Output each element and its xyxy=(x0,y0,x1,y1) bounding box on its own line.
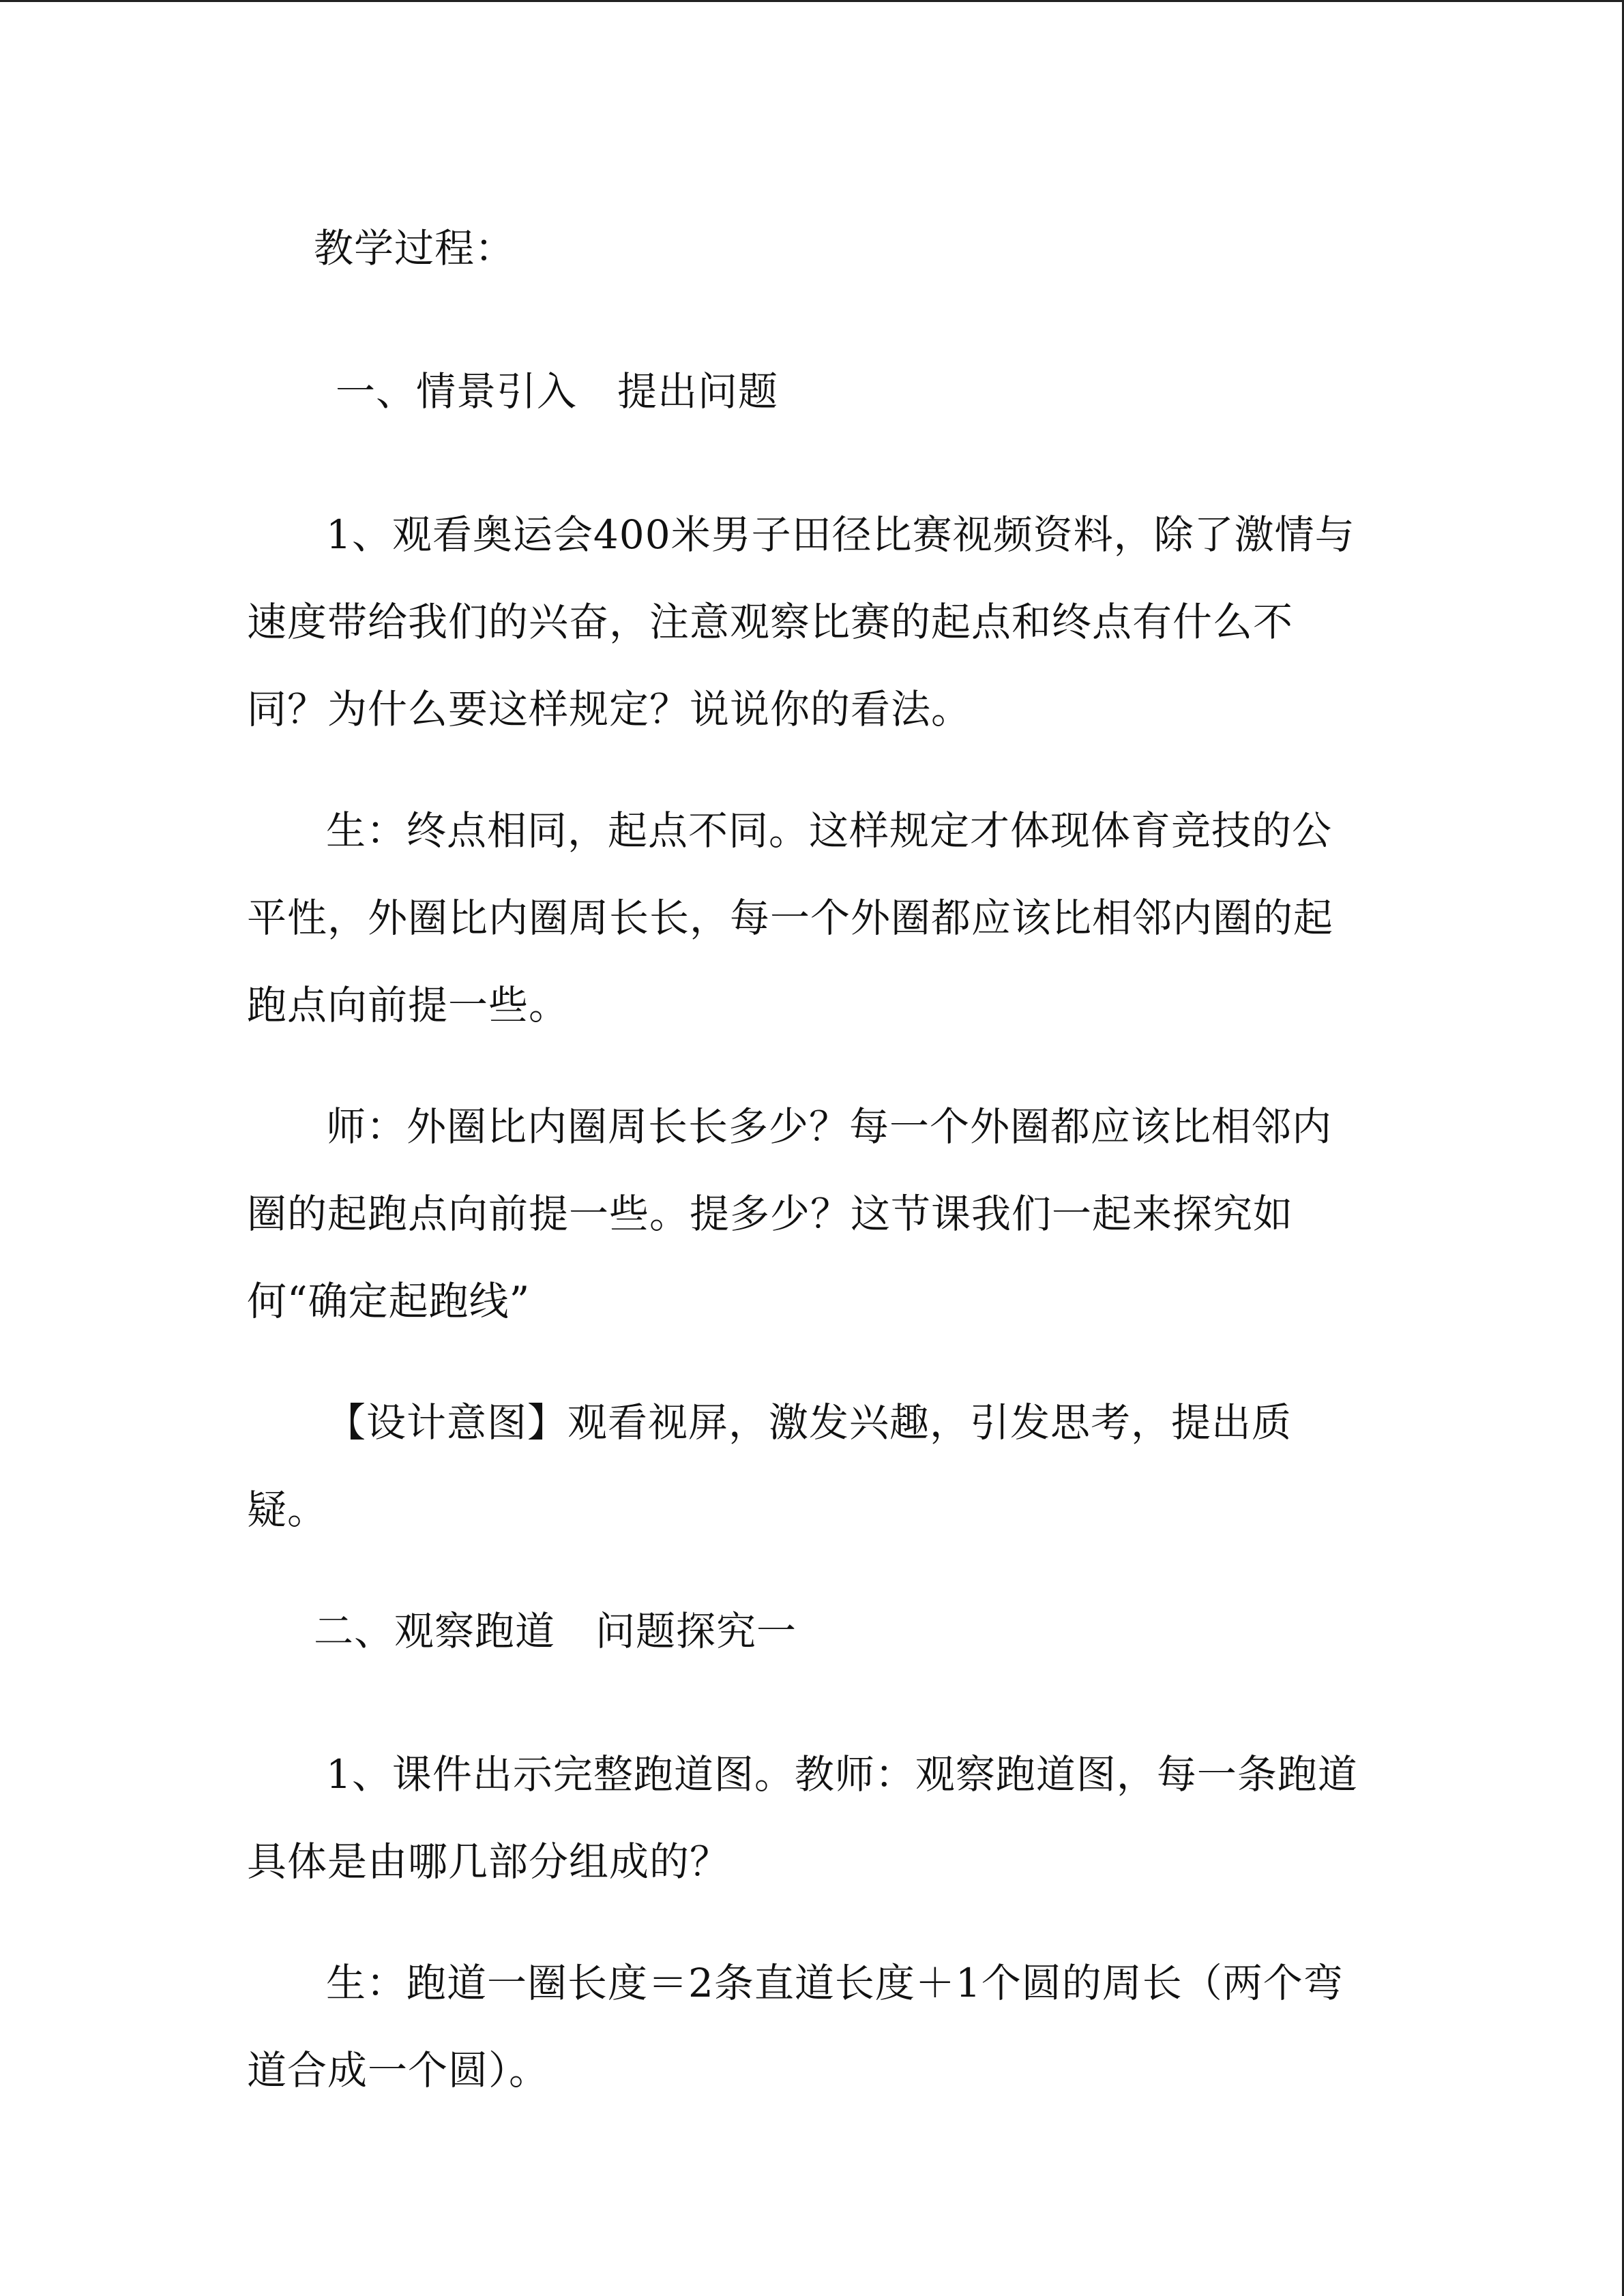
document-title: 教学过程： xyxy=(314,225,516,271)
section-heading-2: 二、观察跑道 问题探究一 xyxy=(314,1608,797,1654)
paragraph-5: 1、课件出示完整跑道图。教师：观察跑道图，每一条跑道具体是由哪几部分组成的？ xyxy=(247,1751,1358,1885)
paragraph-design-intent: 【设计意图】观看视屏，激发兴趣，引发思考，提出质疑。 xyxy=(247,1399,1293,1533)
paragraph-1: 1、观看奥运会400米男子田径比赛视频资料，除了激情与速度带给我们的兴奋，注意观察比赛的起点和终点有什么不同？为什么要这样规定？说说你的看法。 xyxy=(247,511,1355,732)
paragraph-6: 生：跑道一圈长度＝2条直道长度＋1个圆的周长（两个弯道合成一个圆）。 xyxy=(247,1960,1344,2093)
top-border xyxy=(0,0,1624,2)
paragraph-3: 师：外圈比内圈周长长多少？每一个外圈都应该比相邻内圈的起跑点向前提一些。提多少？这节课我们一起来探究如何“确定起跑线” xyxy=(247,1103,1333,1324)
paragraph-2: 生：终点相同，起点不同。这样规定才体现体育竞技的公平性，外圈比内圈周长长，每一个外圈都应该比相邻内圈的起跑点向前提一些。 xyxy=(247,807,1334,1028)
document-body xyxy=(247,205,1365,2148)
section-heading-1: 一、情景引入 提出问题 xyxy=(336,368,779,415)
